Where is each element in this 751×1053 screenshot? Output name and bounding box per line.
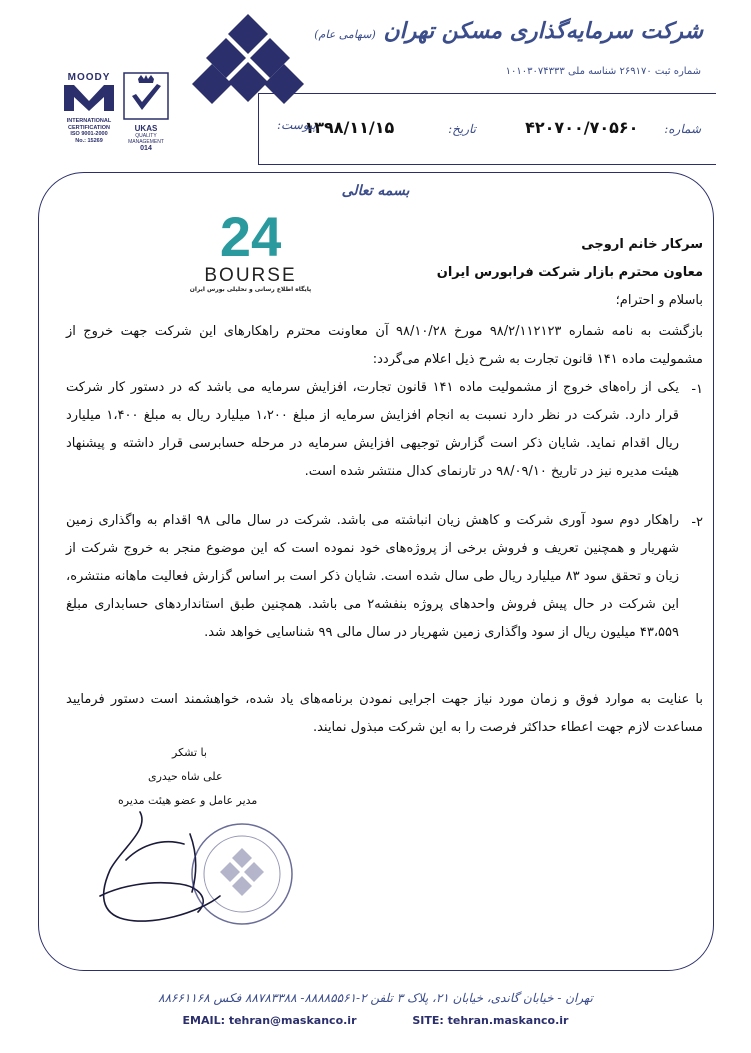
recipient-title: معاون محترم بازار شرکت فرابورس ایران [436,265,703,280]
bourse-brand: BOURSE [204,265,297,286]
company-stamp [186,818,298,930]
ukas-name: UKAS [134,124,158,133]
footer-email: EMAIL: tehran@maskanco.ir [182,1014,357,1027]
closing-paragraph: با عنایت به موارد فوق و زمان مورد نیاز جهت اجرایی نمودن برنامه‌های یاد شده، خواهشمند است دستور فرمایید مساعدت لازم جهت اعطاء حداکثر فرصت را به این شرکت مبذول نمایند. [66,692,703,735]
bourse-caption: پایگاه اطلاع رسانی و تحلیلی بورس ایران [189,286,312,293]
signature-title: مدیر عامل و عضو هیئت مدیره [118,794,258,807]
company-name: شرکت سرمایه‌گذاری مسکن تهران (سهامی عام) [314,18,703,44]
ukas-code: 014 [140,145,152,152]
moody-certification-logo [58,72,120,152]
item2-number: ۲- [691,515,703,530]
letter-number [525,118,701,137]
footer-contact [0,1014,751,1027]
letter-attachment [277,118,316,132]
ukas-line1: QUALITY [135,133,157,139]
moody-name: MOODY [67,72,111,83]
bismillah: بسمه تعالی [341,183,410,199]
moody-line4: No.: 15269 [75,137,103,144]
date-label: تاریخ: [448,122,476,136]
moody-line3: ISO 9001-2000 [70,131,108,137]
intro-paragraph: بازگشت به نامه شماره ۹۸/۲/۱۱۲۱۲۳ مورخ ۹۸/۱۰/۲۸ آن معاونت محترم راهکارهای این شرکت جهت خروج از مشمولیت ماده ۱۴۱ قانون تجارت به شرح ذیل اعلام می‌گردد: [66,324,703,367]
svg-text:24: 24 [220,208,281,262]
item1-number: ۱- [691,382,703,397]
recipient-name: سرکار خانم اروجی [581,237,703,252]
ukas-crown-tick-icon [123,72,169,120]
ukas-certification-logo [122,72,170,152]
bourse-24-icon [221,208,281,262]
footer-site: SITE: tehran.maskanco.ir [412,1014,569,1027]
footer-address: تهران - خیابان گاندی، خیابان ۲۱، پلاک ۳ تلفن ۲-۸۸۸۸۵۵۶۱- ۸۸۷۸۳۳۸۸ فکس ۸۸۶۶۱۱۶۸ [158,991,593,1005]
signature-thanks: با تشکر [172,746,207,759]
attachment-label: پیوست: [276,118,316,132]
number-label: شماره: [664,122,701,136]
date-value: ۱۳۹۸/۱۱/۱۵ [304,118,395,137]
letter-date [304,118,476,137]
item1-paragraph: یکی از راه‌های خروج از مشمولیت ماده ۱۴۱ قانون تجارت، افزایش سرمایه می باشد که در دستور کار شرکت قرار دارد. شرکت در نظر دارد نسبت به انجام افزایش سرمایه از مبلغ ۱،۲۰۰ میلیارد ریال به مبلغ ۱،۴۰۰ میلیارد ریال اقدام نماید. شایان ذکر است گزارش توجیهی افزایش سرمایه در مرحله حسابرسی قرار داشته و پیشنهاد هیئت مدیره نیز در تاریخ ۹۸/۰۹/۱۰ در تارنمای کدال منتشر شده است. [66,380,679,479]
moody-line1: INTERNATIONAL [66,118,112,124]
registration-info: شماره ثبت ۲۶۹۱۷۰ شناسه ملی ۱۰۱۰۳۰۷۴۳۳۳ [505,66,701,77]
bourse-watermark-logo [188,208,313,300]
number-value: ۴۲۰۷۰۰/۷۰۵۶۰ [525,118,639,137]
greeting: باسلام و احترام؛ [615,293,703,308]
company-type: (سهامی عام) [314,28,376,41]
signature-name: علی شاه حیدری [148,770,223,783]
item2-paragraph: راهکار دوم سود آوری شرکت و کاهش زیان انباشته می باشد. شرکت در سال مالی ۹۸ اقدام به واگذاری زمین شهریار و همچنین تعریف و فروش برخی از پروژه‌های خود نموده است که این موضوع منجر به خروج شرکت از زیان و تحقق سود ۸۳ میلیارد ریال طی سال شده است. شایان ذکر است بر اساس گزارش فعالیت ماهانه منتشره، این شرکت در حال پیش فروش واحدهای پروژه بنفشه۲ می باشد. همچنین طبق استانداردهای حسابداری مبلغ ۴۳،۵۵۹ میلیون ریال از سود واگذاری زمین شهریار در سال مالی ۹۹ شناسایی خواهد شد. [66,513,680,640]
moody-line2: CERTIFICATION [67,124,111,131]
moody-m-icon [62,83,116,113]
ukas-line2: MANAGEMENT [128,139,164,145]
